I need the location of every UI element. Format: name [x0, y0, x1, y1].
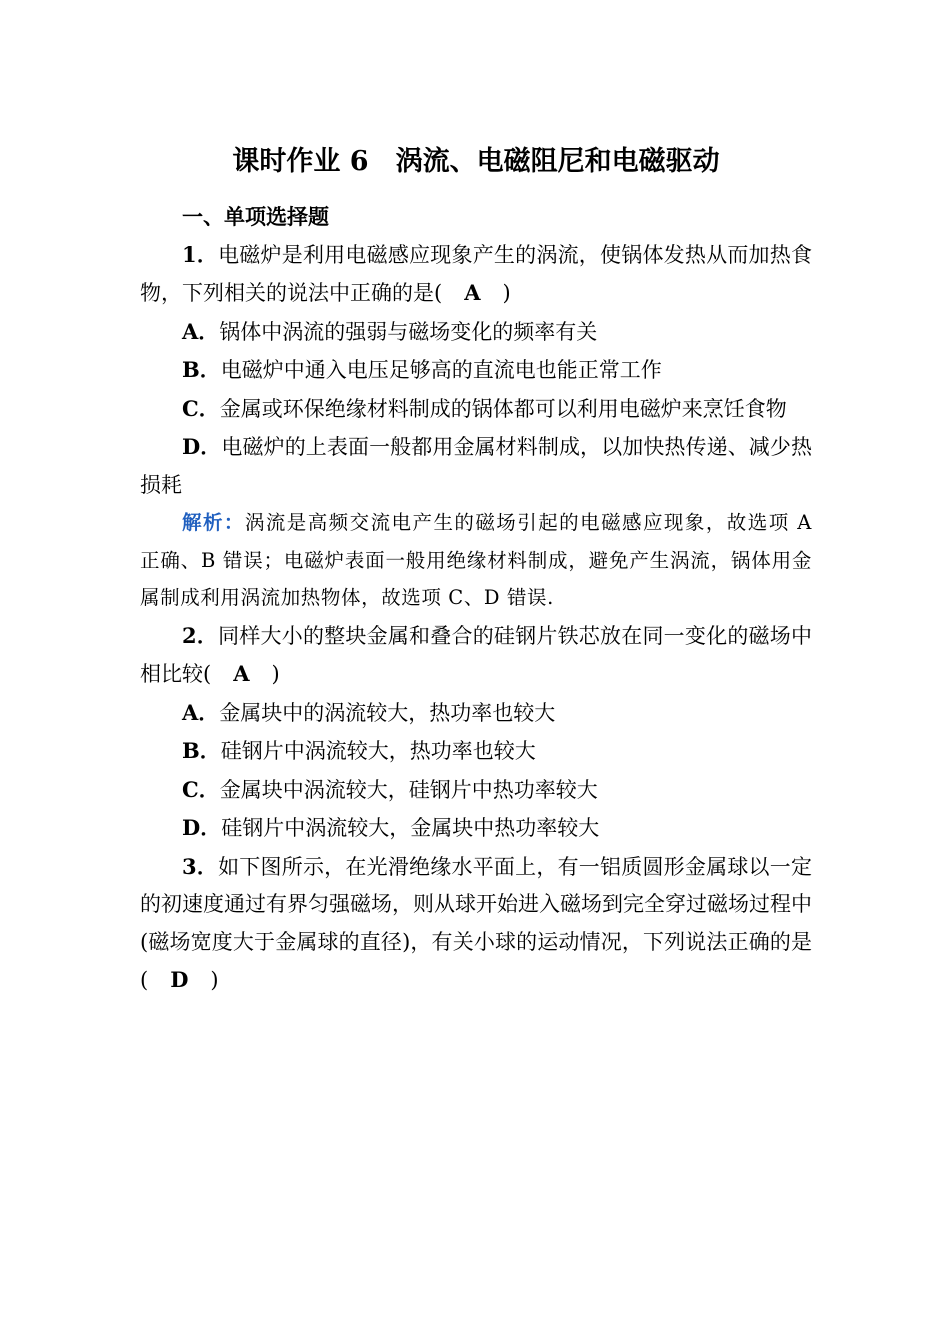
question-1-answer: A — [464, 280, 481, 305]
option-text: 电磁炉中通入电压足够高的直流电也能正常工作 — [220, 358, 662, 382]
question-2-option-a — [140, 694, 812, 733]
option-text: 硅钢片中涡流较大，热功率也较大 — [220, 739, 536, 763]
question-2-option-b — [140, 732, 812, 771]
option-letter: C． — [182, 395, 220, 421]
question-1-number: 1． — [182, 241, 219, 267]
option-text: 金属块中涡流较大，硅钢片中热功率较大 — [219, 777, 598, 802]
option-letter: B． — [182, 738, 221, 763]
question-2-answer: A — [233, 661, 250, 686]
section-heading: 一、单项选择题 — [182, 204, 329, 229]
question-2-close: ) — [271, 662, 280, 686]
question-3-stem — [140, 848, 812, 1000]
document-page — [140, 140, 812, 1000]
question-1-close: ) — [502, 281, 511, 305]
option-letter: C． — [182, 776, 220, 802]
option-letter: D． — [182, 434, 222, 459]
option-text: 电磁炉的上表面一般都用金属材料制成，以加快热传递、减少热损耗 — [140, 435, 812, 497]
question-1-option-a — [140, 313, 812, 352]
analysis-text: 涡流是高频交流电产生的磁场引起的电磁感应现象，故选项 A 正确、B 错误；电磁炉表面一般用绝缘材料制成，避免产生涡流，锅体用金属制成利用涡流加热物体，故选项 C、D 错误. — [140, 511, 812, 609]
question-1-analysis — [140, 504, 812, 617]
question-3-answer: D — [170, 967, 189, 992]
question-3-text: 如下图所示，在光滑绝缘水平面上，有一铝质圆形金属球以一定的初速度通过有界匀强磁场，则从球开始进入磁场到完全穿过磁场过程中(磁场宽度大于金属球的直径)，有关小球的运动情况，下列说法正确的是( — [140, 854, 812, 992]
question-2-stem — [140, 617, 812, 694]
option-letter: D． — [182, 815, 222, 840]
question-1-stem — [140, 236, 812, 313]
question-1-text: 电磁炉是利用电磁感应现象产生的涡流，使锅体发热从而加热食物，下列相关的说法中正确的是( — [140, 242, 812, 305]
option-text: 硅钢片中涡流较大，金属块中热功率较大 — [221, 816, 600, 840]
option-letter: A． — [182, 318, 220, 344]
question-1-option-c — [140, 390, 812, 429]
question-1-option-b — [140, 351, 812, 390]
question-2-option-d — [140, 809, 812, 848]
option-text: 金属块中的涡流较大，热功率也较大 — [219, 700, 556, 725]
option-letter: B． — [182, 357, 221, 382]
question-3-number: 3． — [182, 853, 219, 879]
analysis-label: 解析： — [182, 511, 245, 534]
question-2-number: 2． — [182, 622, 219, 648]
page-title: 课时作业 6 涡流、电磁阻尼和电磁驱动 — [232, 146, 720, 177]
option-letter: A． — [182, 699, 220, 725]
question-3-close: ) — [210, 968, 219, 992]
option-text: 金属或环保绝缘材料制成的锅体都可以利用电磁炉来烹饪食物 — [219, 396, 787, 421]
option-text: 锅体中涡流的强弱与磁场变化的频率有关 — [219, 319, 598, 344]
question-2-option-c — [140, 771, 812, 810]
question-2-text: 同样大小的整块金属和叠合的硅钢片铁芯放在同一变化的磁场中相比较( — [140, 623, 812, 686]
question-1-option-d — [140, 428, 812, 504]
